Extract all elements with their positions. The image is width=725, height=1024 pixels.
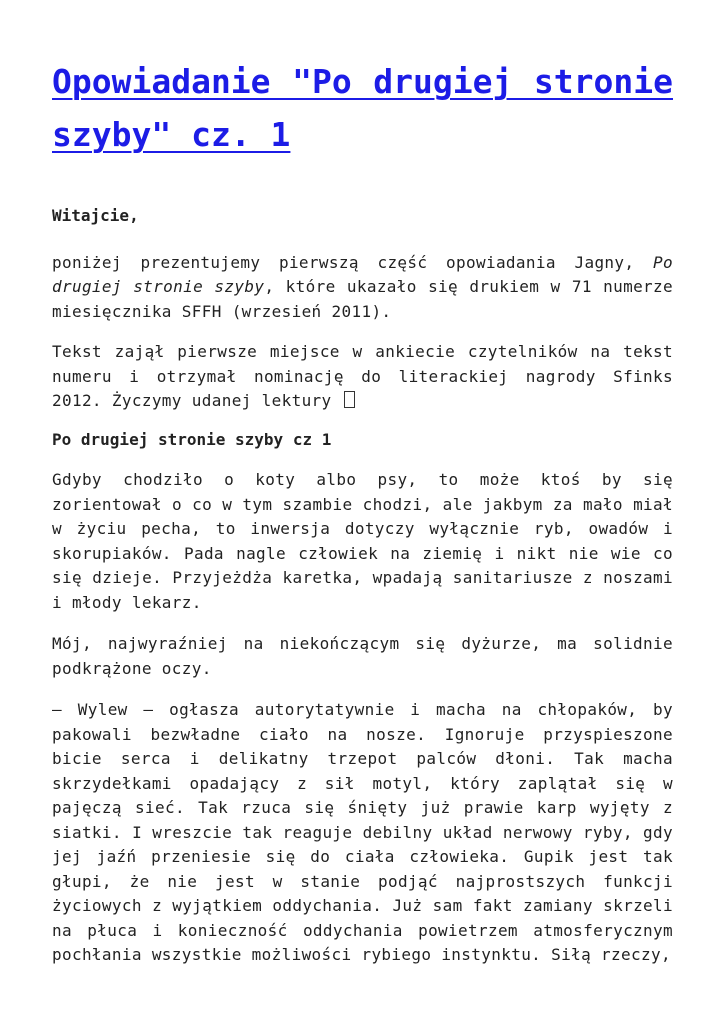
intro2-text: Tekst zajął pierwsze miejsce w ankiecie czytelników na tekst numeru i otrzymał nominację do literackiej nagrody Sfinks 2012. Życzymy udanej lektury <box>52 342 673 410</box>
intro1-text-before: poniżej prezentujemy pierwszą część opowiadania Jagny, <box>52 252 654 272</box>
article-title <box>52 55 673 161</box>
intro-paragraph-1 <box>52 251 673 325</box>
intro1-text-after: , które ukazało się drukiem w 71 numerze miesięcznika SFFH (wrzesień 2011). <box>52 277 674 321</box>
body-paragraph: Mój, najwyraźniej na niekończącym się dyżurze, ma solidnie podkrążone oczy. <box>52 634 673 678</box>
body-paragraph: – Wylew – ogłasza autorytatywnie i macha na chłopaków, by pakowali bezwładne ciało na nosze. Ignoruje przyspieszone bicie serca i delikatny trzepot palców dłoni. Tak macha skrzydełkami opadający z sił motyl, który zaplątał się w pajęczą sieć. Tak rzuca się śnięty już prawie karp wyjęty z siatki. I wreszcie tak reaguje debilny układ nerwowy ryby, gdy jej jaźń przeniesie się do ciała człowieka. Gupik jest tak głupi, że nie jest w stanie podjąć najprostszych funkcji życiowych z wyjątkiem oddychania. Już sam fakt zamiany skrzeli na płuca i konieczność oddychania powietrzem atmosferycznym pochłania wszystkie możliwości rybiego instynktu. Siłą rzeczy, <box>52 700 673 964</box>
intro-paragraph-2 <box>52 340 673 414</box>
story-heading: Po drugiej stronie szyby cz 1 <box>52 429 332 449</box>
greeting: Witajcie, <box>52 206 139 225</box>
story-title-italic: Po drugiej stronie szyby <box>52 252 673 296</box>
smile-emoji-placeholder-icon <box>344 391 355 408</box>
body-paragraph: Gdyby chodziło o koty albo psy, to może ktoś by się zorientował o co w tym szambie chodzi, ale jakbym za mało miał w życiu pecha, to inwersja dotyczy wyłącznie ryb, owadów i skorupiaków. Pada nagle człowiek na ziemię i nikt nie wie co się dzieje. Przyjeżdża karetka, wpadają sanitariusze z noszami i młody lekarz. <box>52 470 673 612</box>
article <box>52 0 673 968</box>
article-title-link[interactable]: Opowiadanie "Po drugiej stronie szyby" cz. 1 <box>52 62 673 154</box>
